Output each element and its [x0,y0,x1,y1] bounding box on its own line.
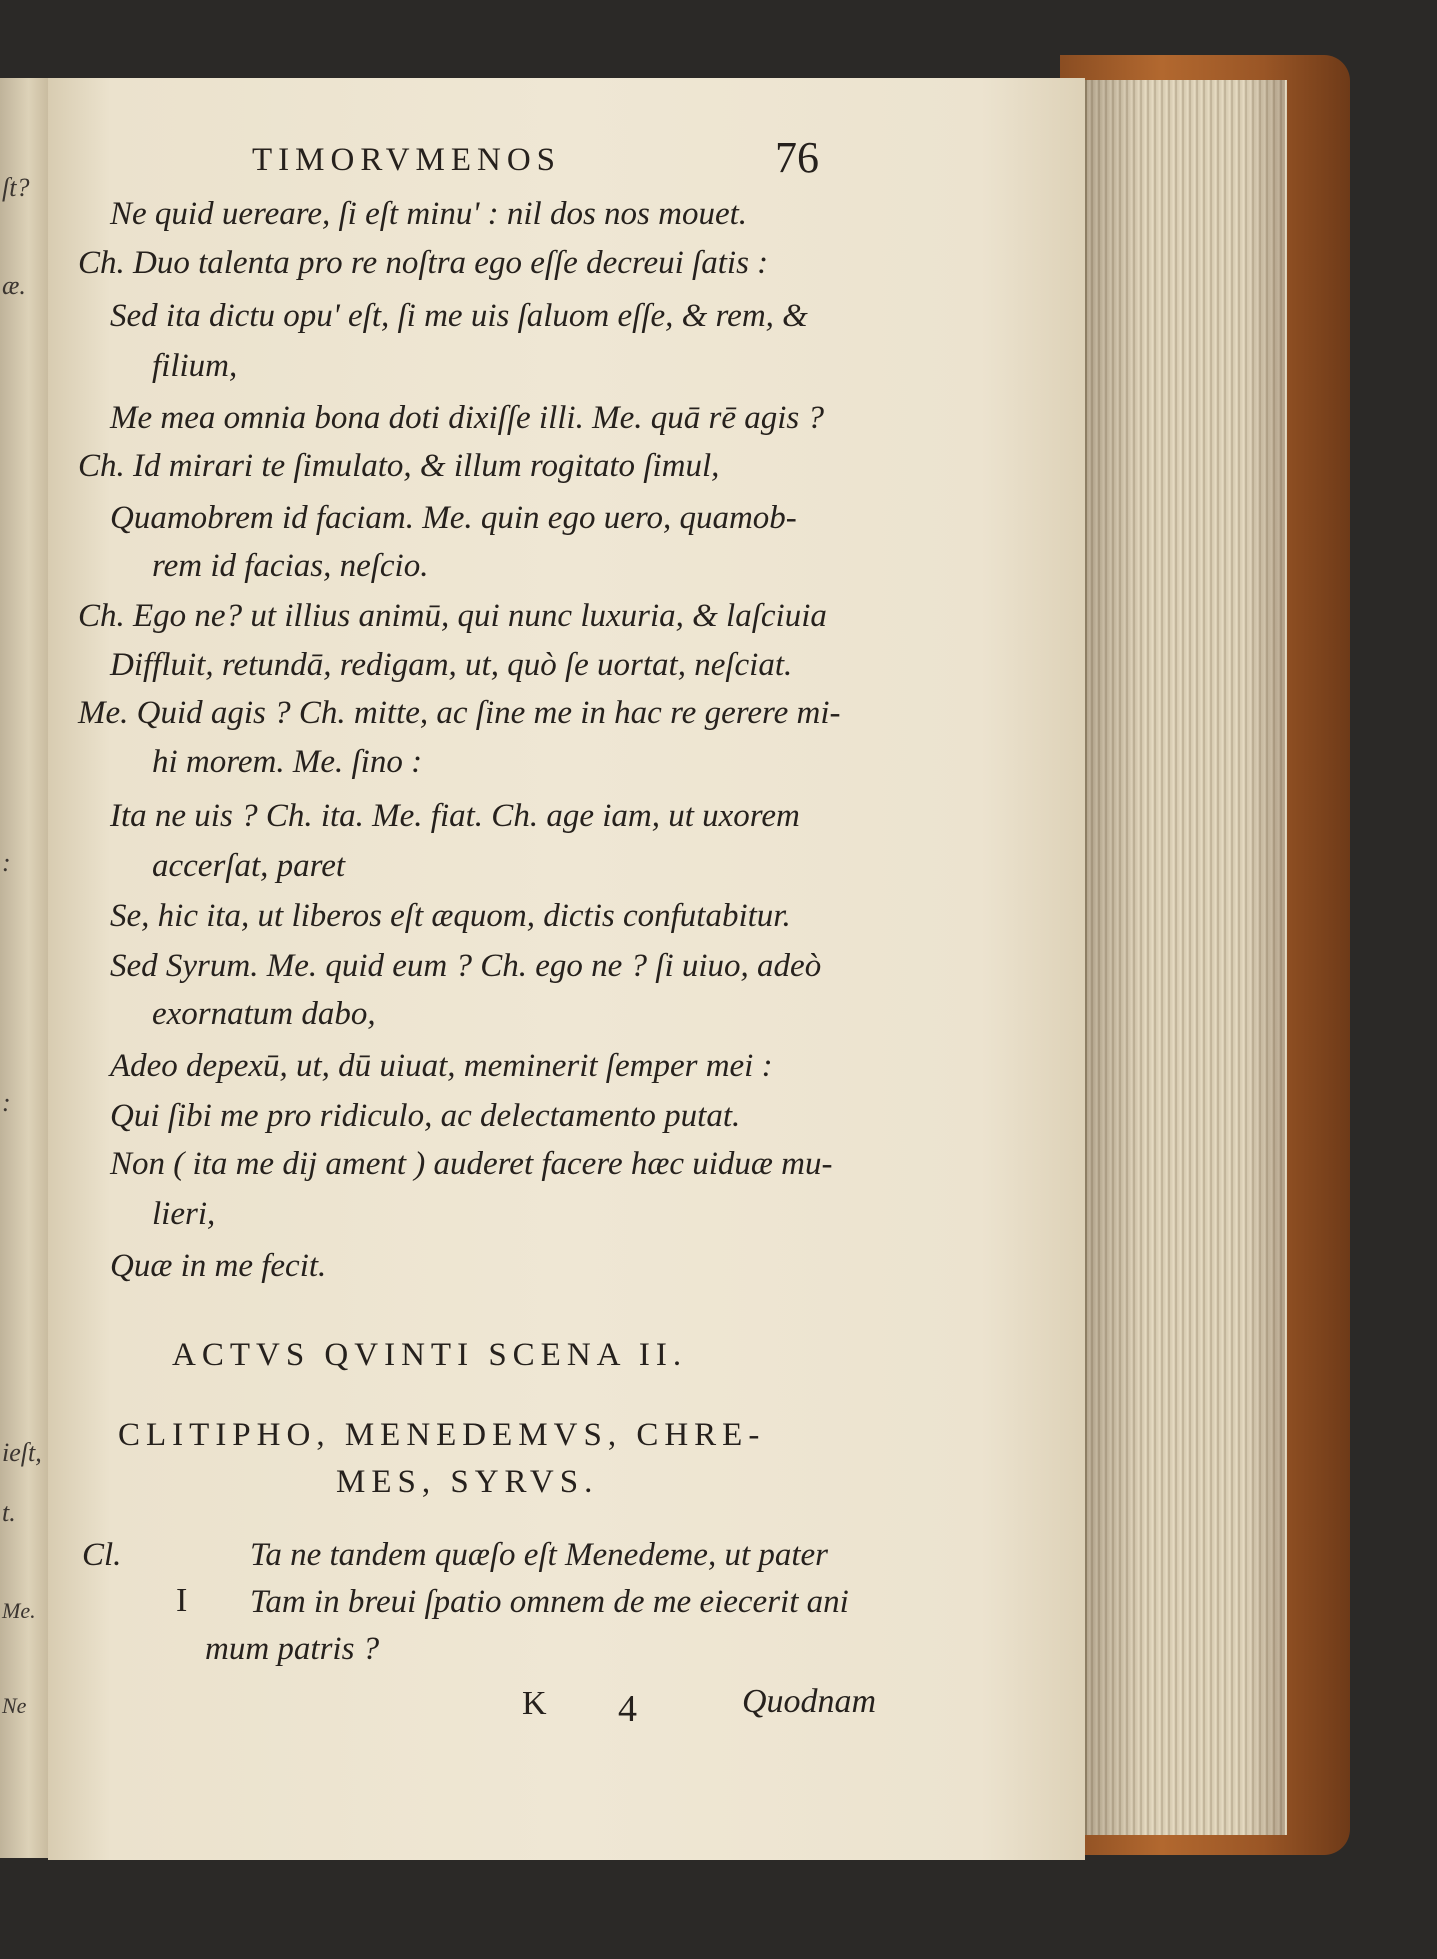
text-line: hi morem. Me. ſino : [152,744,423,780]
text-line: Ta ne tandem quæſo eſt Menedeme, ut pater [250,1537,829,1573]
text-line: Adeo depexū, ut, dū uiuat, meminerit ſemper mei : [110,1048,773,1084]
text-line: Ch. Ego ne? ut illius animū, qui nunc luxuria, & laſciuia [78,598,827,634]
page-edges-shadow [1085,80,1285,1835]
left-fragment: æ. [2,271,26,300]
text-line: Ne quid uereare, ſi eſt minu' : nil dos nos mouet. [110,196,748,232]
left-fragment: t. [2,1498,16,1527]
text-line: exornatum dabo, [152,996,376,1032]
text-line: rem id facias, neſcio. [152,548,429,584]
drop-initial: I [176,1582,188,1619]
text-line: Ita ne uis ? Ch. ita. Me. fiat. Ch. age iam, ut uxorem [110,798,800,834]
catchword: Quodnam [742,1683,877,1720]
text-line: Se, hic ita, ut liberos eſt æquom, dictis confutabitur. [110,898,791,934]
text-line: Quæ in me fecit. [110,1248,327,1284]
left-fragment: Ne [2,1693,27,1718]
left-fragment: : [2,1088,11,1117]
scene-persons: MES, SYRVS. [336,1464,599,1500]
page-number: 76 [775,133,819,182]
text-line: Non ( ita me dij ament ) auderet facere hæc uiduæ mu- [110,1146,833,1182]
text-line: Qui ſibi me pro ridiculo, ac delectamento putat. [110,1098,741,1134]
text-line: Sed ita dictu opu' eſt, ſi me uis ſaluom eſſe, & rem, & [110,298,808,334]
scene-title: ACTVS QVINTI SCENA II. [172,1337,688,1373]
running-title: TIMORVMENOS [252,142,562,178]
text-line: Me. Quid agis ? Ch. mitte, ac ſine me in hac re gerere mi- [78,695,841,731]
text-line: Quamobrem id faciam. Me. quin ego uero, quamob- [110,500,797,536]
text-line: filium, [152,348,238,384]
scene-persons: CLITIPHO, MENEDEMVS, CHRE- [118,1417,766,1453]
left-fragment: ieſt, [2,1438,42,1467]
left-fragment: ſt? [2,173,30,202]
signature-number: 4 [618,1688,637,1730]
text-line: mum patris ? [205,1631,380,1667]
text-line: Sed Syrum. Me. quid eum ? Ch. ego ne ? ſi uiuo, adeò [110,948,822,984]
text-line: accerſat, paret [152,848,346,884]
text-line: Tam in breui ſpatio omnem de me eiecerit ani [250,1584,849,1620]
left-fragment: Me. [2,1598,36,1623]
text-line: Ch. Duo talenta pro re noſtra ego eſſe decreui ſatis : [78,245,769,281]
text-line: Ch. Id mirari te ſimulato, & illum rogitato ſimul, [78,448,720,484]
text-line: Diffluit, retundā, redigam, ut, quò ſe uortat, neſciat. [110,647,793,683]
left-fragment: : [2,848,11,877]
speaker-label: Cl. [82,1537,122,1573]
left-page-edge [0,78,48,1858]
text-line: Me mea omnia bona doti dixiſſe illi. Me. quā rē agis ? [110,400,824,436]
text-line: lieri, [152,1196,216,1232]
signature-mark: K [522,1685,547,1722]
